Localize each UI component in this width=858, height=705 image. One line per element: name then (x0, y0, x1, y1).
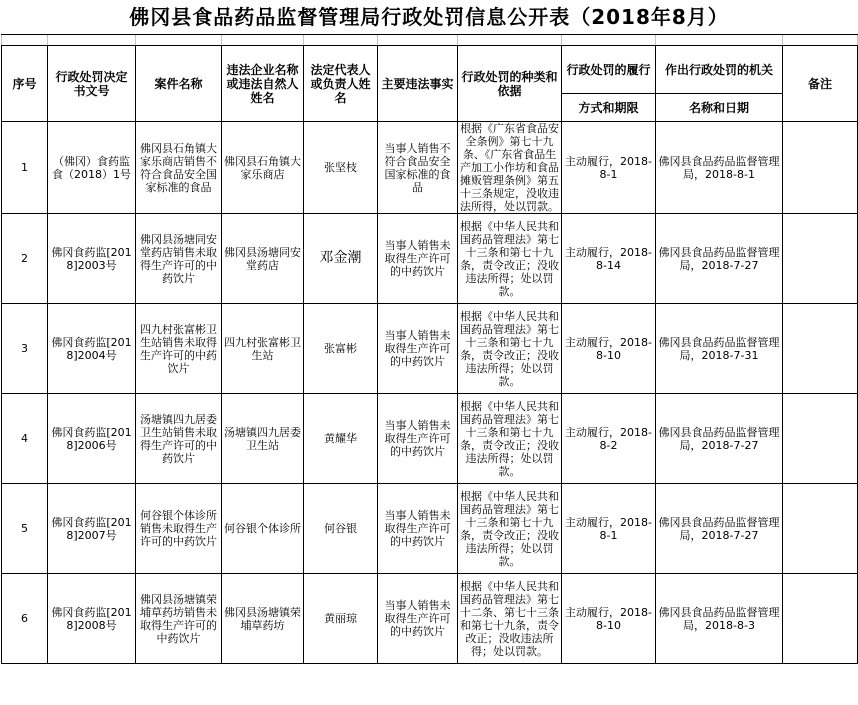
header-remark: 备注 (783, 46, 858, 122)
cell-performance: 主动履行，2018-8-14 (562, 214, 656, 304)
cell-organization: 佛冈县食品药品监督管理局，2018-8-3 (656, 574, 783, 664)
cell-remark (783, 304, 858, 394)
cell-basis: 根据《中华人民共和国药品管理法》第七十三条和第七十九条，责令改正；没收违法所得；处以罚款。 (458, 214, 562, 304)
cell-performance: 主动履行，2018-8-2 (562, 394, 656, 484)
table-row (2, 214, 858, 304)
cell-remark (783, 574, 858, 664)
header-performance-method: 方式和期限 (562, 94, 656, 122)
header-basis: 行政处罚的种类和依据 (458, 46, 562, 122)
cell-organization: 佛冈县食品药品监督管理局，2018-7-31 (656, 304, 783, 394)
cell-remark (783, 214, 858, 304)
header-row (2, 46, 858, 94)
cell-basis: 根据《中华人民共和国药品管理法》第七十三条和第七十九条，责令改正；没收违法所得；处以罚款。 (458, 304, 562, 394)
cell-no: 5 (2, 484, 48, 574)
cell-performance: 主动履行，2018-8-1 (562, 122, 656, 214)
cell-performance: 主动履行，2018-8-10 (562, 574, 656, 664)
cell-performance: 主动履行，2018-8-1 (562, 484, 656, 574)
cell-no: 4 (2, 394, 48, 484)
cell-case-name: 汤塘镇四九居委卫生站销售未取得生产许可的中药饮片 (136, 394, 222, 484)
cell-party: 佛冈县石角镇大家乐商店 (222, 122, 304, 214)
cell-doc-no: 佛冈食药监[2018]2006号 (48, 394, 136, 484)
cell-no: 3 (2, 304, 48, 394)
cell-party: 何谷银个体诊所 (222, 484, 304, 574)
cell-representative: 张坚枝 (304, 122, 378, 214)
cell-case-name: 佛冈县汤塘镇荣埔草药坊销售未取得生产许可的中药饮片 (136, 574, 222, 664)
cell-doc-no: 佛冈食药监[2018]2004号 (48, 304, 136, 394)
cell-party: 佛冈县汤塘镇荣埔草药坊 (222, 574, 304, 664)
cell-case-name: 何谷银个体诊所销售未取得生产许可的中药饮片 (136, 484, 222, 574)
cell-basis: 根据《广东省食品安全条例》第七十九条、《广东省食品生产加工小作坊和食品摊贩管理条例》第五十三条规定，没收违法所得，处以罚款。 (458, 122, 562, 214)
header-facts: 主要违法事实 (378, 46, 458, 122)
cell-facts: 当事人销售未取得生产许可的中药饮片 (378, 304, 458, 394)
header-case-name: 案件名称 (136, 46, 222, 122)
header-organization: 作出行政处罚的机关 (656, 46, 783, 94)
cell-case-name: 四九村张富彬卫生站销售未取得生产许可的中药饮片 (136, 304, 222, 394)
header-party: 违法企业名称或违法自然人姓名 (222, 46, 304, 122)
header-performance: 行政处罚的履行 (562, 46, 656, 94)
cell-doc-no: （佛冈）食药监食（2018）1号 (48, 122, 136, 214)
cell-facts: 当事人销售未取得生产许可的中药饮片 (378, 394, 458, 484)
cell-representative: 黄丽琼 (304, 574, 378, 664)
page-title: 佛冈县食品药品监督管理局行政处罚信息公开表（2018年8月） (129, 5, 729, 29)
cell-basis: 根据《中华人民共和国药品管理法》第七十三条和第七十九条，责令改正；没收违法所得；处以罚款。 (458, 484, 562, 574)
cell-performance: 主动履行，2018-8-10 (562, 304, 656, 394)
header-organization-date: 名称和日期 (656, 94, 783, 122)
cell-facts: 当事人销售不符合食品安全国家标准的食品 (378, 122, 458, 214)
cell-no: 2 (2, 214, 48, 304)
cell-party: 四九村张富彬卫生站 (222, 304, 304, 394)
table-row (2, 394, 858, 484)
spacer-row (2, 35, 858, 46)
cell-remark (783, 122, 858, 214)
penalty-table (1, 34, 858, 664)
cell-representative: 张富彬 (304, 304, 378, 394)
cell-doc-no: 佛冈食药监[2018]2003号 (48, 214, 136, 304)
cell-remark (783, 484, 858, 574)
cell-no: 1 (2, 122, 48, 214)
cell-remark (783, 394, 858, 484)
cell-case-name: 佛冈县石角镇大家乐商店销售不符合食品安全国家标准的食品 (136, 122, 222, 214)
cell-representative: 何谷银 (304, 484, 378, 574)
header-no: 序号 (2, 46, 48, 122)
table-row (2, 304, 858, 394)
cell-representative: 邓金潮 (304, 214, 378, 304)
cell-case-name: 佛冈县汤塘同安堂药店销售未取得生产许可的中药饮片 (136, 214, 222, 304)
cell-organization: 佛冈县食品药品监督管理局，2018-7-27 (656, 214, 783, 304)
cell-party: 佛冈县汤塘同安堂药店 (222, 214, 304, 304)
cell-facts: 当事人销售未取得生产许可的中药饮片 (378, 484, 458, 574)
cell-basis: 根据《中华人民共和国药品管理法》第七十二条、第七十三条和第七十九条，责令改正；没收违法所得；处以罚款。 (458, 574, 562, 664)
cell-organization: 佛冈县食品药品监督管理局，2018-8-1 (656, 122, 783, 214)
cell-doc-no: 佛冈食药监[2018]2008号 (48, 574, 136, 664)
cell-organization: 佛冈县食品药品监督管理局，2018-7-27 (656, 394, 783, 484)
cell-basis: 根据《中华人民共和国药品管理法》第七十三条和第七十九条，责令改正；没收违法所得；处以罚款。 (458, 394, 562, 484)
header-doc-no: 行政处罚决定书文号 (48, 46, 136, 122)
table-row (2, 122, 858, 214)
cell-representative: 黄耀华 (304, 394, 378, 484)
cell-organization: 佛冈县食品药品监督管理局，2018-7-27 (656, 484, 783, 574)
table-row (2, 574, 858, 664)
cell-no: 6 (2, 574, 48, 664)
cell-party: 汤塘镇四九居委卫生站 (222, 394, 304, 484)
cell-facts: 当事人销售未取得生产许可的中药饮片 (378, 574, 458, 664)
cell-doc-no: 佛冈食药监[2018]2007号 (48, 484, 136, 574)
table-row (2, 484, 858, 574)
cell-facts: 当事人销售未取得生产许可的中药饮片 (378, 214, 458, 304)
header-representative: 法定代表人或负责人姓名 (304, 46, 378, 122)
